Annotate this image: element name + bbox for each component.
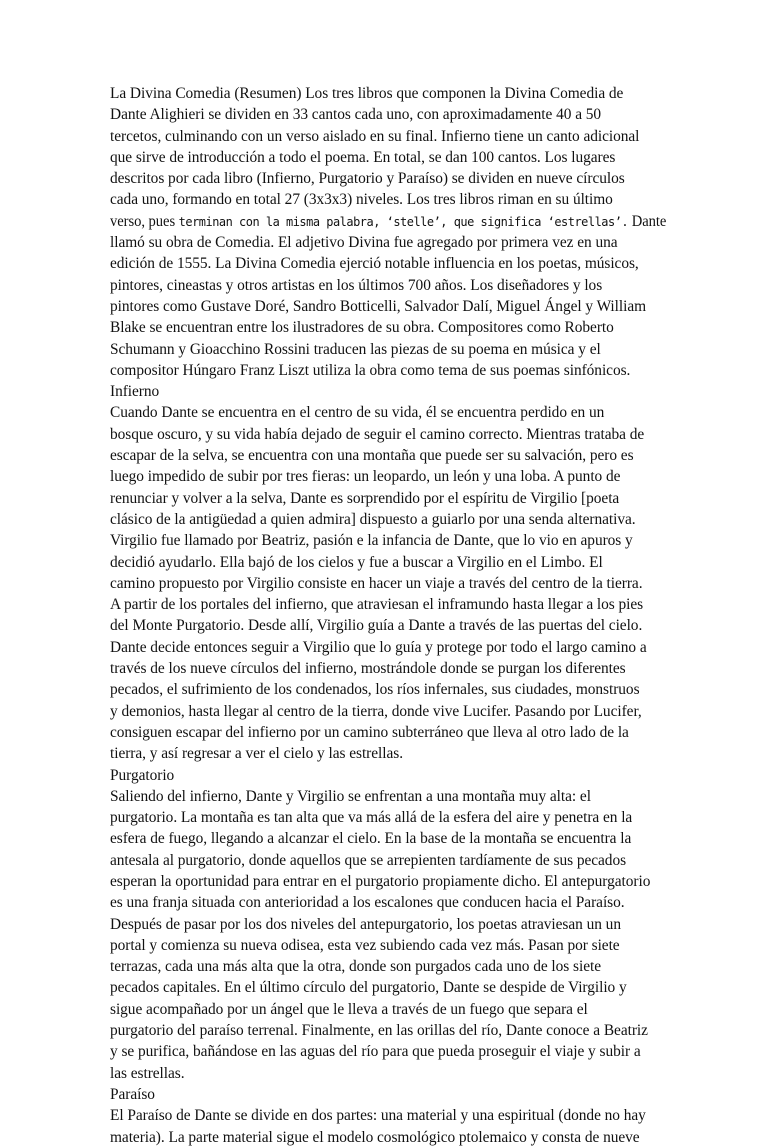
text-segment: purgatorio del paraíso terrenal. Finalmente, en las orillas del río, Dante conoce a Beatriz xyxy=(110,1022,648,1040)
text-segment: Saliendo del infierno, Dante y Virgilio se enfrentan a una montaña muy alta: el xyxy=(110,787,591,805)
text-segment: pecados capitales. En el último círculo del purgatorio, Dante se despide de Virgilio y xyxy=(110,979,627,997)
text-segment-alt-font: terminan con la misma palabra, ‘stelle’, que significa ‘estrellas’. xyxy=(178,213,629,229)
text-line xyxy=(110,275,666,296)
text-segment: escapar de la selva, se encuentra con una montaña que puede ser su salvación, pero es xyxy=(110,447,634,465)
text-segment: cada uno, formando en total 27 (3x3x3) niveles. Los tres libros riman en su último xyxy=(110,191,613,209)
text-line xyxy=(110,1127,666,1148)
text-line xyxy=(110,786,666,807)
text-line xyxy=(110,573,666,594)
text-line xyxy=(110,807,666,828)
text-line xyxy=(110,253,666,274)
text-line xyxy=(110,509,666,530)
text-segment: clásico de la antigüedad a quien admira] dispuesto a guiarlo por una senda alternativa. xyxy=(110,510,636,528)
text-segment: purgatorio. La montaña es tan alta que va más allá de la esfera del aire y penetra en la xyxy=(110,809,633,827)
text-segment: llamó su obra de Comedia. El adjetivo Divina fue agregado por primera vez en una xyxy=(110,234,618,252)
text-line xyxy=(110,722,666,743)
text-line xyxy=(110,1041,666,1062)
text-line xyxy=(110,999,666,1020)
text-line xyxy=(110,679,666,700)
text-segment: pecados, el sufrimiento de los condenados, los ríos infernales, sus ciudades, monstruos xyxy=(110,681,640,699)
text-segment: antesala al purgatorio, donde aquellos que se arrepienten tardíamente de sus pecados xyxy=(110,851,627,869)
text-segment: decidió ayudarlo. Ella bajó de los cielos y fue a buscar a Virgilio en el Limbo. El xyxy=(110,553,603,571)
text-segment: terrazas, cada una más alta que la otra, donde son purgados cada uno de los siete xyxy=(110,958,601,976)
text-line xyxy=(110,850,666,871)
text-segment: compositor Húngaro Franz Liszt utiliza la obra como tema de sus poemas sinfónicos. xyxy=(110,361,631,379)
text-line xyxy=(110,381,666,402)
text-line xyxy=(110,701,666,722)
text-segment: verso, pues xyxy=(110,212,179,230)
text-segment: sigue acompañado por un ángel que le lleva a través de un fuego que separa el xyxy=(110,1000,588,1018)
text-line xyxy=(110,424,666,445)
document-body xyxy=(110,83,666,1148)
text-line xyxy=(110,1105,666,1126)
text-segment: pintores como Gustave Doré, Sandro Botticelli, Salvador Dalí, Miguel Ángel y William xyxy=(110,297,647,315)
text-segment: y demonios, hasta llegar al centro de la tierra, donde vive Lucifer. Pasando por Lucifer, xyxy=(110,702,642,720)
text-line xyxy=(110,211,667,232)
text-segment: Blake se encuentran entre los ilustradores de su obra. Compositores como Roberto xyxy=(110,319,614,337)
text-segment: esfera de fuego, llegando a alcanzar el cielo. En la base de la montaña se encuentra la xyxy=(110,830,632,848)
text-segment: pintores, cineastas y otros artistas en los últimos 700 años. Los diseñadores y los xyxy=(110,276,603,294)
text-segment: tierra, y así regresar a ver el cielo y las estrellas. xyxy=(110,745,403,763)
text-segment: que sirve de introducción a todo el poema. En total, se dan 100 cantos. Los lugares xyxy=(110,148,616,166)
text-segment: bosque oscuro, y su vida había dejado de seguir el camino correcto. Mientras trataba de xyxy=(110,425,645,443)
text-line xyxy=(110,530,666,551)
text-line xyxy=(110,871,666,892)
text-segment: portal y comienza su nueva odisea, esta vez subiendo cada vez más. Pasan por siete xyxy=(110,936,620,954)
text-segment: y se purifica, bañándose en las aguas del río para que pueda proseguir el viaje y subir a xyxy=(110,1043,641,1061)
text-line xyxy=(110,147,666,168)
text-segment: Paraíso xyxy=(110,1085,155,1103)
text-segment: camino propuesto por Virgilio consiste en hacer un viaje a través del centro de la tierra. xyxy=(110,574,643,592)
text-line xyxy=(110,360,666,381)
text-segment: descritos por cada libro (Infierno, Purgatorio y Paraíso) se dividen en nueve círculos xyxy=(110,170,625,188)
text-line xyxy=(110,658,666,679)
text-line xyxy=(110,296,666,317)
text-segment: luego impedido de subir por tres fieras: un leopardo, un león y una loba. A punto de xyxy=(110,468,621,486)
text-segment: Después de pasar por los dos niveles del antepurgatorio, los poetas atraviesan un un xyxy=(110,915,621,933)
text-line xyxy=(110,935,666,956)
text-segment: Dante Alighieri se dividen en 33 cantos cada uno, con aproximadamente 40 a 50 xyxy=(110,106,602,124)
text-line xyxy=(110,1063,666,1084)
text-segment: través de los nueve círculos del infierno, mostrándole donde se purgan los diferentes xyxy=(110,660,626,678)
text-segment: consiguen escapar del infierno por un camino subterráneo que lleva al otro lado de la xyxy=(110,723,629,741)
text-segment: las estrellas. xyxy=(110,1064,185,1082)
text-segment: A partir de los portales del infierno, que atraviesan el inframundo hasta llegar a los pies xyxy=(110,596,644,614)
text-segment: El Paraíso de Dante se divide en dos partes: una material y una espiritual (donde no hay xyxy=(110,1107,646,1125)
text-line xyxy=(110,189,666,210)
text-line xyxy=(110,615,666,636)
text-line xyxy=(110,765,666,786)
text-line xyxy=(110,828,666,849)
text-segment: tercetos, culminando con un verso aislado en su final. Infierno tiene un canto adicional xyxy=(110,127,640,145)
text-segment: Virgilio fue llamado por Beatriz, pasión e la infancia de Dante, que lo vio en apuros y xyxy=(110,532,633,550)
text-segment: del Monte Purgatorio. Desde allí, Virgilio guía a Dante a través de las puertas del cielo. xyxy=(110,617,643,635)
text-line xyxy=(110,168,666,189)
text-line xyxy=(110,977,666,998)
text-line xyxy=(110,317,666,338)
text-segment: Infierno xyxy=(110,383,160,401)
text-segment: esperan la oportunidad para entrar en el purgatorio propiamente dicho. El antepurgatorio xyxy=(110,872,651,890)
text-line xyxy=(110,956,666,977)
text-segment: Dante xyxy=(628,212,667,230)
text-line xyxy=(110,552,666,573)
text-line xyxy=(110,232,666,253)
text-line xyxy=(110,488,666,509)
text-line xyxy=(110,594,666,615)
text-segment: Cuando Dante se encuentra en el centro de su vida, él se encuentra perdido en un xyxy=(110,404,605,422)
text-segment: es una franja situada con anterioridad a los escalones que conducen hacia el Paraíso. xyxy=(110,894,625,912)
text-line xyxy=(110,126,666,147)
text-line xyxy=(110,914,666,935)
text-segment: edición de 1555. La Divina Comedia ejerció notable influencia en los poetas, músicos, xyxy=(110,255,639,273)
text-segment: Schumann y Gioacchino Rossini traducen las piezas de su poema en música y el xyxy=(110,340,601,358)
text-line xyxy=(110,1020,666,1041)
text-line xyxy=(110,445,666,466)
text-segment: renunciar y volver a la selva, Dante es sorprendido por el espíritu de Virgilio [poeta xyxy=(110,489,620,507)
text-segment: Purgatorio xyxy=(110,766,175,784)
text-line xyxy=(110,466,666,487)
text-line xyxy=(110,339,666,360)
text-line xyxy=(110,104,666,125)
text-segment: La Divina Comedia (Resumen) Los tres libros que componen la Divina Comedia de xyxy=(110,85,624,102)
text-segment: Dante decide entonces seguir a Virgilio que lo guía y protege por todo el largo camino a xyxy=(110,638,647,656)
text-line xyxy=(110,637,666,658)
text-line xyxy=(110,1084,666,1105)
text-line xyxy=(110,743,666,764)
text-line xyxy=(110,402,666,423)
text-line xyxy=(110,892,666,913)
text-segment: materia). La parte material sigue el modelo cosmológico ptolemaico y consta de nueve xyxy=(110,1128,640,1146)
text-line xyxy=(110,83,666,104)
